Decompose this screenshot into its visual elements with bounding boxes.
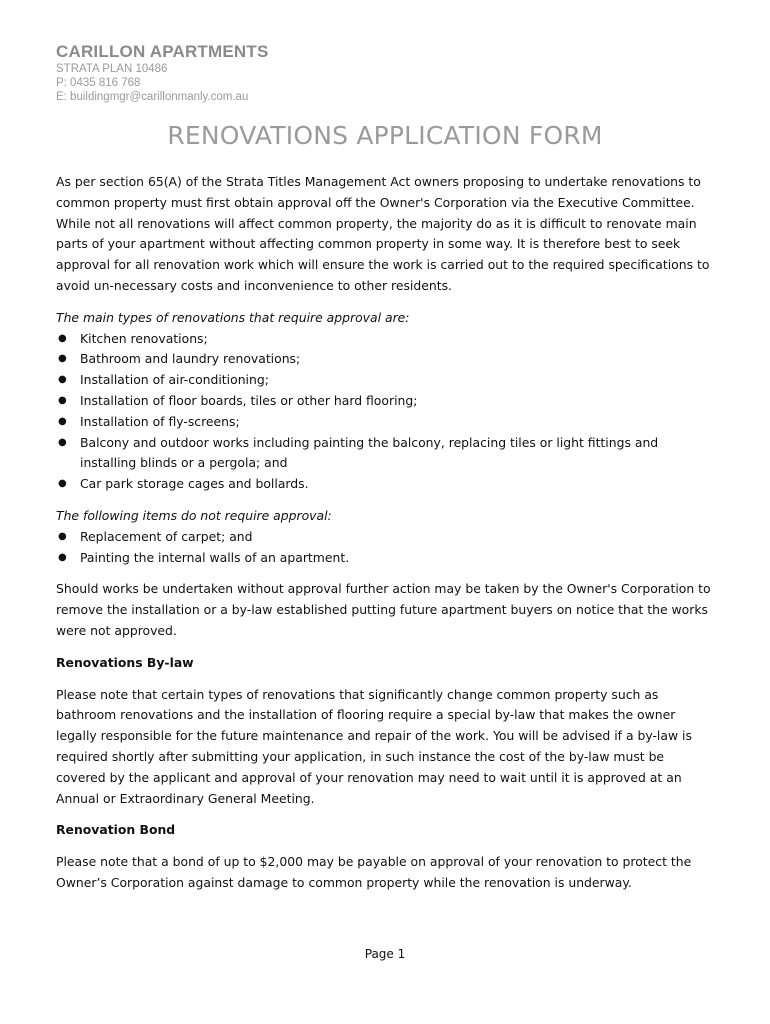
bullet-icon: ● (58, 374, 67, 386)
page-number: Page 1 (364, 947, 406, 961)
bullet-icon: ● (58, 332, 67, 344)
list-item (56, 370, 716, 391)
list-item (56, 474, 716, 495)
phone-number: P: 0435 816 768 (56, 77, 141, 89)
list-item-text: Balcony and outdoor works including painting the balcony, replacing tiles or light fittings and installing blinds or a pergola; and (80, 434, 659, 471)
approval-not-required-list (56, 527, 716, 569)
document-body (56, 172, 716, 894)
intro-paragraph: As per section 65(A) of the Strata Titles Management Act owners proposing to undertake renovations to common property must first obtain approval off the Owner's Corporation via the Executive Committee. While not all renovations will affect common property, the majority do as it is difficult to renovate main parts of your apartment without affecting common property in some way. It is therefore best to seek approval for all renovation work which will ensure the work is carried out to the required specifications to avoid un-necessary costs and inconvenience to other residents. (56, 174, 710, 293)
list-item-text: Installation of fly-screens; (80, 413, 240, 429)
list-item (56, 548, 716, 569)
list-item-text: Kitchen renovations; (80, 330, 208, 346)
document-title: RENOVATIONS APPLICATION FORM (167, 121, 603, 150)
bullet-icon: ● (58, 551, 67, 563)
list-item (56, 329, 716, 350)
bullet-icon: ● (58, 530, 67, 542)
bullet-icon: ● (58, 478, 67, 490)
strata-plan: STRATA PLAN 10486 (56, 63, 168, 75)
approval-required-heading: The main types of renovations that require approval are: (56, 309, 410, 325)
approval-required-list (56, 329, 716, 495)
bullet-icon: ● (58, 394, 67, 406)
bullet-icon: ● (58, 353, 67, 365)
bullet-icon: ● (58, 436, 67, 448)
bylaw-paragraph: Please note that certain types of renovations that significantly change common property such as bathroom renovations and the installation of flooring require a special by-law that makes the owner legally responsible for the future maintenance and repair of the work. You will be advised if a by-law is required shortly after submitting your application, in such instance the cost of the by-law must be covered by the applicant and approval of your renovation may need to wait until it is approved at an Annual or Extraordinary General Meeting. (56, 686, 692, 806)
list-item (56, 527, 716, 548)
list-item (56, 391, 716, 412)
list-item (56, 412, 716, 433)
bullet-icon: ● (58, 415, 67, 427)
list-item-text: Bathroom and laundry renovations; (80, 351, 301, 367)
warning-paragraph: Should works be undertaken without approval further action may be taken by the Owner's Corporation to remove the installation or a by-law established putting future apartment buyers on notice that the works were not approved. (56, 581, 711, 638)
list-item (56, 433, 716, 475)
bond-paragraph: Please note that a bond of up to $2,000 may be payable on approval of your renovation to protect the Owner’s Corporation against damage to common property while the renovation is underway. (56, 854, 692, 890)
organization-name: CARILLON APARTMENTS (56, 42, 269, 61)
list-item-text: Installation of air-conditioning; (80, 372, 269, 388)
list-item-text: Car park storage cages and bollards. (80, 476, 309, 492)
bylaw-heading: Renovations By-law (56, 654, 194, 670)
list-item-text: Painting the internal walls of an apartment. (80, 549, 350, 565)
approval-not-required-heading: The following items do not require approval: (56, 507, 332, 523)
letterhead (56, 42, 716, 104)
email-address: E: buildingmgr@carillonmanly.com.au (56, 91, 249, 103)
list-item-text: Installation of floor boards, tiles or other hard flooring; (80, 392, 418, 408)
bond-heading: Renovation Bond (56, 822, 176, 838)
list-item-text: Replacement of carpet; and (80, 528, 253, 544)
list-item (56, 349, 716, 370)
